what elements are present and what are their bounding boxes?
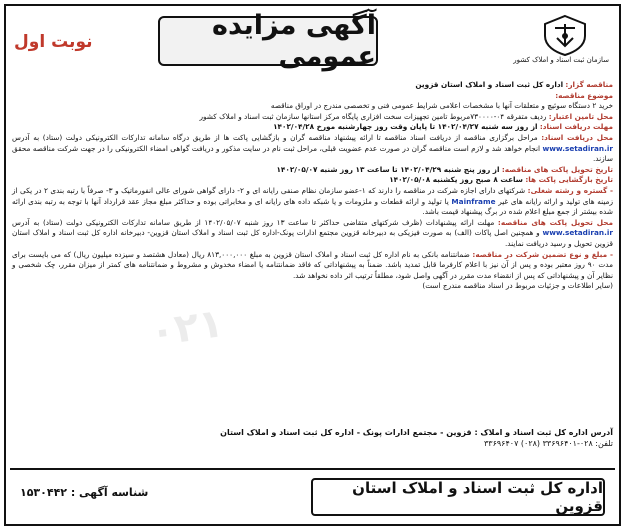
setad-link[interactable]: www.setadiran.ir [542, 143, 613, 153]
receive-line [12, 122, 613, 133]
qualification-text-2: یا تولید و ارائه قطعات و ملزومات و یا شبکه داده های رایانه ای و مخابراتی بوده و حداکثر مبلغ مجاز عقد قرارداد آنها با توجه به رتبه بندی ارائه شده بیشتر از جمع مبلغ اعلام شده در برگ پیشنهاد قیمت باشد. [12, 196, 613, 217]
address-block [12, 427, 613, 449]
credit-label: محل تامین اعتبار: [548, 111, 613, 121]
address-line: آدرس اداره کل ثبت اسناد و املاک : قزوین - مجتمع ادارات پونک - اداره کل ثبت اسناد و املاک استان [220, 428, 613, 437]
notice-header [10, 10, 615, 70]
opening-label: تاریخ بازگشایی پاکت ها: [525, 175, 613, 185]
watermark: ۰۲۱ [147, 300, 227, 356]
delivery-place-text-1: مهلت ارائه پیشنهادات (ظرف شرکتهای متقاضی حداکثر تا ساعت ۱۳ روز شنبه ۱۴۰۲/۰۵/۰۷ از طریق سامانه تدارکات الکترونیکی دولت (ستاد) به آدرس [12, 217, 495, 227]
tender-line [12, 80, 613, 91]
qualification-label: - گستره و رشته شغلی: [527, 185, 613, 195]
tender-value: اداره کل ثبت اسناد و املاک استان قزوین [415, 80, 564, 89]
credit-value: ردیف متفرقه ۰۴-۷۳۰۰۰۰مربوط تامین تجهیزات سخت افزاری پایگاه مرکز استانها سازمان ثبت اسناد و املاک کشور [199, 111, 547, 121]
qualification-line [12, 186, 613, 218]
qualification-text-1: شرکتهای دارای اجازه شرکت در مناقصه را دارند که ۱-عضو سازمان نظام صنفی رایانه ای و ۲- دارای گواهی شورای عالی انفورماتیک و ۳- صرفاً با رتبه بندی ۲ در یکی از زمینه های تولید و ارائه رایانه های غیر [12, 185, 613, 206]
method-text-1: مراحل برگزاری مناقصه از دریافت اسناد مناقصه تا ارائه پیشنهاد مناقصه گران و بازگشایی پاکت ها از طریق درگاه سامانه تدارکات الکترونیکی دولت (ستاد) به آدرس [12, 132, 538, 142]
mainframe-term: Mainframe [451, 196, 496, 206]
note-line: (سایر اطلاعات و جزئیات مربوط در اسناد مناقصه مندرج است) [422, 281, 613, 291]
subject-label: موضوع مناقصه: [555, 90, 613, 100]
signature-box: اداره کل ثبت اسناد و املاک استان قزوین [311, 478, 605, 516]
ad-number: شناسه آگهی : ۱۵۳۰۴۴۲ [20, 486, 149, 499]
method-text-2: انجام خواهد شد و لازم است مناقصه گران در صورت عدم عضویت قبلی، مراحل ثبت نام در سایت مذکور و دریافت گواهی امضاء الکترونیکی را در جهت شرکت مناقصه محقق سازند. [12, 143, 613, 164]
receive-value: از روز سه شنبه ۱۴۰۲/۰۴/۲۷ تا پایان وقت روز چهارشنبه مورخ ۱۴۰۲/۰۴/۲۸ [273, 122, 538, 132]
receive-label: مهلت دریافت اسناد: [539, 122, 613, 132]
org-emblem [513, 14, 609, 72]
opening-line [12, 175, 613, 186]
guarantee-line [12, 250, 613, 282]
setad-link-2[interactable]: www.setadiran.ir [542, 228, 613, 238]
deliver-label: تاریخ تحویل پاکت های مناقصه: [501, 164, 613, 174]
subject-text: خرید ۲ دستگاه سوئیچ و متعلقات آنها با مشخصات اعلامی شرایط عمومی فنی و تخصصی مندرج در اوراق مناقصه [270, 101, 613, 111]
notice-title: آگهی مزایده عمومی [158, 16, 378, 66]
org-caption: سازمان ثبت اسناد و املاک کشور [513, 56, 609, 64]
notice-footer [10, 468, 615, 522]
tender-label: مناقصه گزار: [565, 80, 613, 89]
method-label: محل دریافت اسناد: [541, 132, 614, 142]
subject-line [12, 91, 613, 102]
delivery-place-line [12, 218, 613, 250]
delivery-place-text-2: و همچنین اصل پاکات (الف) به صورت فیزیکی به دبیرخانه قزوین مجتمع ادارات پونک-اداره کل ثبت اسناد و املاک استان قزوین- دبیرخانه اداره کل ثبت اسناد و املاک استان قزوین تحویل و رسید دریافت نمایند. [12, 228, 613, 248]
opening-value: ساعت ۸ صبح روز یکشنبه ۱۴۰۲/۰۵/۰۸ [389, 175, 523, 185]
delivery-place-label: محل تحویل پاکت های مناقصه: [497, 217, 613, 227]
guarantee-label: - مبلغ و نوع تضمین شرکت در مناقصه: [472, 249, 613, 259]
emblem-icon [541, 14, 589, 56]
round-label: نوبت اول [14, 32, 93, 52]
credit-line [12, 112, 613, 123]
notice-body [12, 80, 613, 292]
method-line [12, 133, 613, 165]
deliver-value: از روز پنج شنبه ۱۴۰۲/۰۴/۲۹ تا ساعت ۱۳ روز شنبه ۱۴۰۲/۰۵/۰۷ [276, 164, 500, 174]
deliver-line [12, 165, 613, 176]
guarantee-text: ضمانتنامه بانکی به نام اداره کل ثبت اسناد و املاک استان قزوین به مبلغ ۸۱۳,۰۰۰,۰۰۰ ریال (معادل هشتصد و سیزده میلیون ریال) که می بایست برای مدت ۹۰ روز معتبر بوده و پس از آن نیز با اعلام کارفرما قابل تمدید باشد. ضمناً به پیشنهاداتی که فاقد ضمانتنامه یا امضاء مخدوش و مشروط و ضمانتنامه های کمتر از میزان مقرر، چک شخصی و نظایر آن و پیشنهاداتی که پس از انقضاء مدت مقرر در آگهی واصل شود، مطلقاً ترتیب اثر داده نخواهد شد. [12, 249, 613, 280]
address-phones: تلفن: ۰۲۸-۳۳۶۹۶۴۰۱ (۰۲۸) ۳۳۶۹۶۴۰۷ [483, 439, 613, 448]
